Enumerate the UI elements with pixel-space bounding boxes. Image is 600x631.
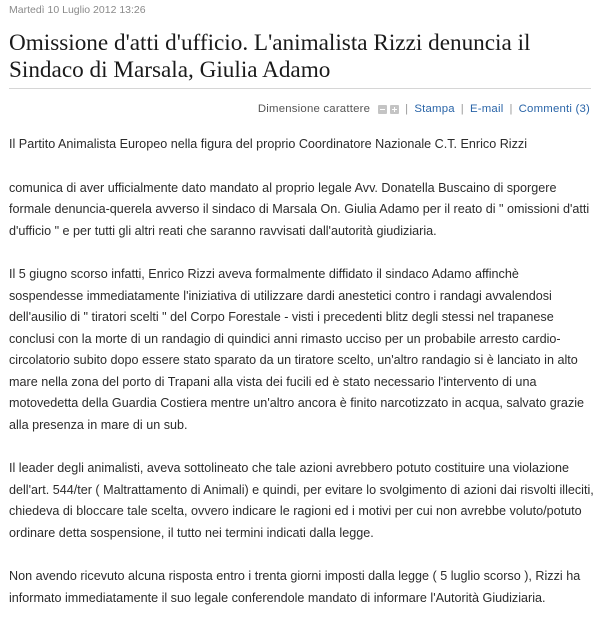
- article-paragraph: Il leader degli animalisti, aveva sottolineato che tale azioni avrebbero potuto costituire una violazione dell'art. 544/ter ( Maltrattamento di Animali) e quindi, per evitare lo svolgimento di azioni dai risvolti illeciti, chiedeva di bloccare tale scelta, ovvero indicare le ragioni ed i motivi per cui non avrebbe voluto/potuto ordinare detta sospensione, il tutto nei termini indicati dalla legge.: [9, 461, 594, 540]
- plus-icon[interactable]: [390, 105, 399, 114]
- toolbar-separator: |: [460, 103, 464, 115]
- toolbar-separator: |: [405, 103, 409, 115]
- toolbar-separator: |: [509, 103, 513, 115]
- article-body: [9, 134, 594, 631]
- minus-icon[interactable]: [378, 105, 387, 114]
- article-paragraph: Il Partito Animalista Europeo nella figura del proprio Coordinatore Nazionale C.T. Enrico Rizzi: [9, 137, 527, 151]
- article-paragraph: Non avendo ricevuto alcuna risposta entro i trenta giorni imposti dalla legge ( 5 luglio scorso ), Rizzi ha informato immediatamente il suo legale conferendole mandato di informare l'Autorità Giudiziaria.: [9, 569, 581, 605]
- email-link[interactable]: E-mail: [469, 103, 504, 115]
- article-title: Omissione d'atti d'ufficio. L'animalista Rizzi denuncia il Sindaco di Marsala, Giulia Adamo: [9, 30, 531, 83]
- comments-link[interactable]: Commenti (3): [518, 103, 590, 115]
- title-divider: [9, 88, 591, 89]
- article-paragraph: Il 5 giugno scorso infatti, Enrico Rizzi aveva formalmente diffidato il sindaco Adamo affinchè sospendesse immediatamente l'iniziativa di utilizzare dardi anestetici contro i randagi avvalendosi dell'ausilio di " tiratori scelti " del Corpo Forestale - visti i precedenti blitz degli stessi nel trapanese conclusi con la morte di un randagio di quindici anni rimasto ucciso per un probabile arresto cardio-circolatorio subito dopo essere stato sparato da un tiratore scelto, un'altro randagio si è lanciato in alto mare nella zona del porto di Trapani alla vista dei fucili ed è stato necessario l'intervento di una motovedetta della Guardia Costiera mentre un'altro ancora è finito narcotizzato in acqua, salvato grazie alla presenza in mare di un sub.: [9, 267, 585, 432]
- print-link[interactable]: Stampa: [414, 103, 455, 115]
- article-toolbar: [258, 103, 590, 115]
- article-paragraph: comunica di aver ufficialmente dato mandato al proprio legale Avv. Donatella Buscaino di sporgere formale denuncia-querela avverso il sindaco di Marsala On. Giulia Adamo per il reato di " omissioni d'atti d'ufficio " e per tutti gli altri reati che saranno ravvisati dall'autorità giudiziaria.: [9, 180, 590, 238]
- font-size-label: Dimensione carattere: [257, 103, 371, 115]
- article-date: Martedì 10 Luglio 2012 13:26: [9, 4, 146, 16]
